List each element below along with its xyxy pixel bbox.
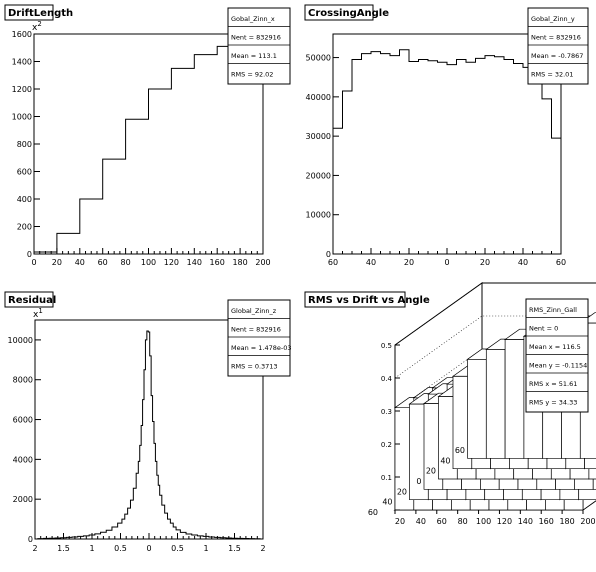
stats-rms: RMS = 0.3713 xyxy=(231,362,278,371)
histogram-bin xyxy=(400,50,410,254)
x-tick-label: 40 xyxy=(517,258,529,267)
histogram-bin xyxy=(162,505,165,539)
histogram-bin xyxy=(504,60,514,254)
histogram-bin xyxy=(130,500,133,539)
stats-entries: Nent = 832916 xyxy=(231,325,281,334)
y-tick-label: 10000 xyxy=(7,335,33,345)
y-tick-label: 60 xyxy=(454,446,465,455)
x-tick-label: 0.5 xyxy=(114,544,127,553)
histogram-bin xyxy=(457,60,467,254)
y-tick-label: 20 xyxy=(425,466,436,476)
x-tick-label: 180 xyxy=(559,517,575,526)
x-tick-label: 2 xyxy=(32,544,38,553)
histogram-bin xyxy=(154,443,155,539)
histogram-bin xyxy=(194,55,217,254)
y-tick-label: 600 xyxy=(16,167,32,177)
histogram-bin xyxy=(103,159,126,254)
x-tick-label: 2 xyxy=(260,544,266,553)
x-tick-label: 40 xyxy=(365,258,377,267)
histogram-bin xyxy=(409,62,419,255)
stats-mean2: Mean y = -0.1154 xyxy=(529,361,588,370)
chart-title: CrossingAngle xyxy=(308,8,389,19)
x-tick-label: 80 xyxy=(457,517,468,526)
stats-rms: RMS = 92.02 xyxy=(231,70,274,79)
x-tick-label: 20 xyxy=(394,517,406,526)
y-tick-label: 400 xyxy=(16,195,32,204)
stats-entries: Nent = 832916 xyxy=(231,33,281,42)
x-tick-label: 1 xyxy=(203,544,209,553)
stats-entries: Nent = 0 xyxy=(529,324,559,333)
x-tick-label: 160 xyxy=(209,258,225,267)
y-tick-label: 40000 xyxy=(305,92,331,102)
z-tick-label: 0.3 xyxy=(380,408,392,416)
histogram-bin xyxy=(552,138,562,254)
histogram-bin xyxy=(126,119,149,254)
y-tick-label: 20 xyxy=(396,487,407,497)
histogram-bin xyxy=(147,331,148,539)
histogram-bin xyxy=(80,199,103,254)
histogram-bin xyxy=(128,508,131,539)
histogram-bin xyxy=(176,530,180,539)
x-tick-label: 0 xyxy=(31,258,37,267)
histogram-bin xyxy=(438,62,448,254)
y-tick-label: 800 xyxy=(16,140,32,149)
y-tick-label: 0 xyxy=(325,250,331,259)
y-tick-label: 30000 xyxy=(305,132,331,142)
histogram-bin xyxy=(447,65,457,254)
y-tick-label: 0 xyxy=(26,250,32,259)
stats-entries: Nent = 832916 xyxy=(531,33,581,42)
x-tick-label: 20 xyxy=(479,258,491,267)
y-tick-label: 2000 xyxy=(12,495,33,505)
x-tick-label: 120 xyxy=(496,517,513,526)
y-tick-label: 0 xyxy=(416,477,422,486)
histogram-bin xyxy=(151,396,152,539)
y-tick-label: 8000 xyxy=(12,375,33,385)
histogram-bin xyxy=(542,99,552,254)
histogram-bin xyxy=(158,485,159,539)
y-tick-label: 4000 xyxy=(12,455,33,465)
x-tick-label: 200 xyxy=(580,517,596,526)
stats-name: Gobal_Zinn_y xyxy=(531,15,575,23)
histogram-bin xyxy=(428,61,438,254)
x-tick-label: 60 xyxy=(555,258,567,267)
histogram-bin xyxy=(168,519,171,539)
histogram-bin xyxy=(495,57,505,254)
histogram-bin xyxy=(419,60,429,254)
x-tick-label: 100 xyxy=(475,517,492,526)
y-tick-label: 20000 xyxy=(305,171,331,181)
histogram-bin xyxy=(133,488,136,539)
histogram-bin xyxy=(165,513,168,539)
histogram-bin xyxy=(149,89,172,254)
y-tick-label: 200 xyxy=(16,222,32,232)
x-tick-label: 80 xyxy=(120,258,131,267)
chart-title: Residual xyxy=(8,295,57,306)
x-tick-label: 1.5 xyxy=(228,544,241,553)
histogram-bin xyxy=(476,58,486,254)
stats-rms2: RMS y = 34.33 xyxy=(529,398,578,407)
lego-bar-front xyxy=(486,349,505,458)
stats-name: Gobal_Zinn_x xyxy=(231,15,275,23)
x-tick-label: 1.5 xyxy=(57,544,70,553)
histogram-bin xyxy=(333,128,343,254)
y-tick-label: 1600 xyxy=(11,30,32,39)
histogram-bin xyxy=(118,523,122,539)
y-exponent: $x^2$ xyxy=(32,20,42,33)
histogram-bin xyxy=(122,519,125,539)
stats-rms: RMS = 32.01 xyxy=(531,70,574,79)
histogram-bin xyxy=(343,91,353,254)
histogram-bin xyxy=(390,56,400,254)
histogram-bin xyxy=(160,495,162,539)
stats-box xyxy=(526,299,588,412)
x-tick-label: 60 xyxy=(327,258,339,267)
x-tick-label: 140 xyxy=(517,517,533,526)
histogram-bin xyxy=(157,475,158,539)
histogram-bin xyxy=(352,60,362,254)
histogram-bin xyxy=(381,54,391,254)
x-tick-label: 60 xyxy=(436,517,447,526)
x-tick-label: 0.5 xyxy=(171,544,184,553)
histogram-bin xyxy=(514,63,524,254)
histogram-bin xyxy=(153,422,154,539)
y-tick-label: 0 xyxy=(27,535,33,544)
y-tick-label: 1000 xyxy=(11,112,32,122)
y-tick-label: 60 xyxy=(367,508,378,517)
x-tick-label: 120 xyxy=(163,258,180,267)
x-tick-label: 40 xyxy=(74,258,85,267)
histogram-bin xyxy=(150,356,151,539)
y-tick-label: 6000 xyxy=(12,415,33,425)
stats-mean: Mean = 113.1 xyxy=(231,52,277,60)
y-tick-label: 1200 xyxy=(11,85,32,94)
histogram-bin xyxy=(371,52,381,254)
histogram-bin xyxy=(485,56,495,254)
stats-mean: Mean = -0.7867 xyxy=(531,52,584,60)
lego-bar-front xyxy=(468,359,487,458)
x-tick-label: 200 xyxy=(255,258,271,267)
histogram-bin xyxy=(466,62,476,254)
y-tick-label: 50000 xyxy=(305,53,331,63)
x-tick-label: 1 xyxy=(89,544,95,553)
histogram-bin xyxy=(138,461,139,539)
y-exponent: $x^1$ xyxy=(33,307,43,320)
x-tick-label: 60 xyxy=(97,258,108,267)
histogram-bin xyxy=(173,527,176,539)
stats-name: Global_Zinn_z xyxy=(231,307,277,315)
y-tick-label: 10000 xyxy=(305,210,331,220)
x-tick-label: 20 xyxy=(403,258,415,267)
x-tick-label: 140 xyxy=(186,258,202,267)
histogram-bin xyxy=(148,332,149,539)
lego-bar-front xyxy=(505,340,524,459)
x-tick-label: 180 xyxy=(232,258,248,267)
stats-mean: Mean = 1.478e-03 xyxy=(231,344,292,352)
x-tick-label: 40 xyxy=(415,517,426,526)
histogram-bin xyxy=(141,426,142,539)
chart-title: DriftLength xyxy=(8,8,74,19)
stats-name: RMS_Zinn_Gall xyxy=(529,306,577,314)
z-tick-label: 0.2 xyxy=(380,441,392,449)
z-tick-label: 0.1 xyxy=(380,474,392,482)
x-tick-label: 0 xyxy=(444,258,450,267)
histogram-bin xyxy=(523,67,533,254)
histogram-bin xyxy=(155,461,156,539)
y-tick-label: 40 xyxy=(382,497,393,507)
x-tick-label: 100 xyxy=(140,258,157,267)
y-tick-label: 1400 xyxy=(11,57,32,67)
histogram-bin xyxy=(143,400,144,539)
x-tick-label: 160 xyxy=(538,517,554,526)
histogram-bin xyxy=(171,68,194,254)
histogram-bin xyxy=(145,340,146,539)
stats-mean: Mean x = 116.5 xyxy=(529,343,581,351)
chart-title: RMS vs Drift vs Angle xyxy=(308,295,430,306)
histogram-bin xyxy=(362,54,372,254)
z-tick-label: 0.5 xyxy=(380,342,392,350)
histogram-bin xyxy=(57,233,80,254)
histogram-bin xyxy=(136,473,138,539)
x-tick-label: 0 xyxy=(146,544,152,553)
histogram-bin xyxy=(144,370,145,539)
histogram-bin xyxy=(125,514,128,539)
y-tick-label: 40 xyxy=(440,456,451,466)
x-tick-label: 20 xyxy=(51,258,62,267)
histogram-bin xyxy=(533,73,543,254)
histogram-bin xyxy=(140,445,141,539)
z-tick-label: 0.4 xyxy=(380,375,392,383)
stats-rms: RMS x = 51.61 xyxy=(529,380,578,388)
